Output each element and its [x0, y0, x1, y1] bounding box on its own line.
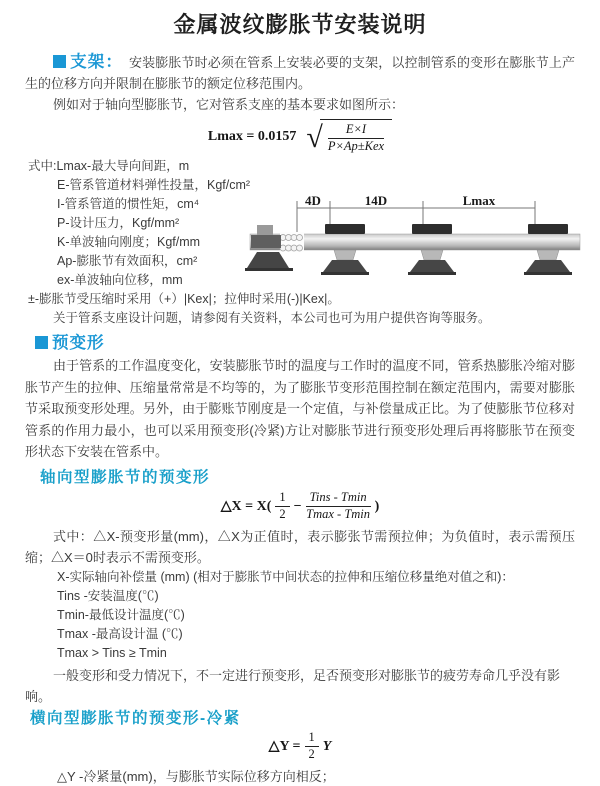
lateral-coldpull-formula: [25, 731, 575, 763]
support-intro-paragraph: [25, 52, 575, 94]
axial-item-tins: Tins -安装温度(℃): [57, 588, 159, 603]
lateral-note: △Y -冷紧量(mm)，与膨胀节实际位移方向相反；: [57, 768, 335, 784]
axial-formula-rhs: ): [374, 498, 380, 514]
temp-numerator: Tins - Tmin: [306, 490, 371, 507]
where-line: 式中:Lmax-最大导向间距，m: [28, 159, 190, 173]
temp-denominator: Tmax - Tmin: [306, 507, 371, 521]
lateral-formula-lhs: △Y =: [268, 739, 301, 754]
definition-item-e: E-管系管道材料弹性投量，Kgf/cm²: [57, 178, 251, 192]
half-denominator: 2: [308, 747, 315, 761]
definition-item-p: P-设计压力，Kgf/mm²: [57, 216, 180, 230]
content-bottom: [0, 333, 600, 786]
axial-definitions: [57, 568, 575, 663]
definition-item-i: I-管系管道的惯性矩，cm⁴: [57, 197, 200, 211]
axial-item-x: X-实际轴向补偿量 (mm) (相对于膨胀节中间状态的拉伸和压缩位移量绝对值之和)：: [57, 569, 514, 584]
half-numerator: 1: [275, 490, 289, 507]
support-consulting-note: 关于管系支座设计问题，请参阅有关资料，本公司也可为用户提供咨询等服务。: [53, 311, 491, 325]
predeform-section-heading: [35, 333, 575, 354]
page-title: 金属波纹膨胀节安装说明: [173, 12, 427, 37]
minus-sign: −: [293, 498, 302, 514]
temperature-fraction: [306, 490, 371, 522]
half-numerator: 1: [305, 730, 319, 747]
axial-item-tmin: Tmin-最低设计温度(℃): [57, 607, 185, 622]
guide-spacing-formula: [25, 117, 575, 157]
symbol-definitions: [28, 157, 575, 328]
section-marker-icon: [35, 336, 48, 349]
definition-item-ex: ex-单波轴向位移，mm: [57, 273, 183, 287]
dim-label-lmax: Lmax: [462, 193, 496, 208]
section-marker-icon: [53, 55, 66, 68]
support-section-heading: 支架：: [70, 53, 123, 71]
axial-closing-line: 一般变形和受力情况下，不一定进行预变形，足否预变形对膨胀节的疲劳寿命几乎没有影响。: [25, 667, 561, 704]
half-fraction: [275, 490, 289, 522]
axial-where-paragraph: 式中：△X-预变形量(mm)，△X为正值时，表示膨张节需预拉伸；为负值时，表示需预压缩；△X＝0时表示不需预变形。: [25, 528, 575, 565]
axial-item-tmax: Tmax -最高设计温 (℃): [57, 626, 183, 641]
support-example-line: 例如对于轴向型膨胀节，它对管系支座的基本要求如图所示：: [53, 97, 405, 112]
predeform-heading-text: 预变形: [52, 334, 105, 352]
content-top: [0, 0, 600, 328]
formula-denominator: P×Ap±Kex: [327, 139, 385, 153]
definition-item-ap: Ap-膨胀节有效面积，cm²: [57, 254, 198, 268]
formula-lmax-lhs: Lmax = 0.0157: [207, 129, 297, 144]
predeform-paragraph: 由于管系的工作温度变化，安装膨胀节时的温度与工作时的温度不同，管系热膨胀冷缩对膨胀节产生的拉伸、压缩量常常是不均等的，为了膨胀节变形范围控制在额定范围内，需要对膨胀节采取预变形处理。另外，由于膨账节刚度是一个定值，与补偿量成正比。为了使膨胀节位移对管系的作用力最小，也可以采用预变形(冷紧)方让对膨胀节进行预变形处理后再将膨胀节在预变形状态下安装在管系中。: [25, 358, 575, 459]
axial-subheading: 轴向型膨胀节的预变形: [40, 468, 211, 486]
dim-label-4d: 4D: [305, 193, 321, 208]
axial-formula-lhs: △X = X(: [220, 499, 272, 514]
axial-item-relation: Tmax > Tins ≥ Tmin: [57, 645, 167, 660]
sqrt-content: [320, 119, 392, 154]
dim-label-14d: 14D: [364, 193, 388, 208]
support-intro-text: 安装膨胀节时必须在管系上安装必要的支架，以控制管系的变形在膨胀节上产生的位移方向并限制在膨胀节的额定位移范围内。: [25, 55, 576, 91]
half-fraction: [305, 730, 319, 762]
half-denominator: 2: [279, 507, 286, 521]
lateral-formula-rhs: Y: [322, 738, 332, 754]
sqrt-radical-icon: √: [306, 121, 323, 154]
plusminus-note: ±-膨胀节受压缩时采用（+）|Kex|；拉伸时采用(-)|Kex|。: [28, 292, 340, 306]
formula-fraction: [328, 122, 384, 154]
definition-item-k: K-单波轴向刚度；Kgf/mm: [57, 235, 201, 249]
lateral-subheading: 横向型膨胀节的预变形-冷紧: [30, 709, 241, 727]
axial-predeform-formula: [25, 490, 575, 524]
formula-numerator: E×I: [328, 122, 384, 139]
